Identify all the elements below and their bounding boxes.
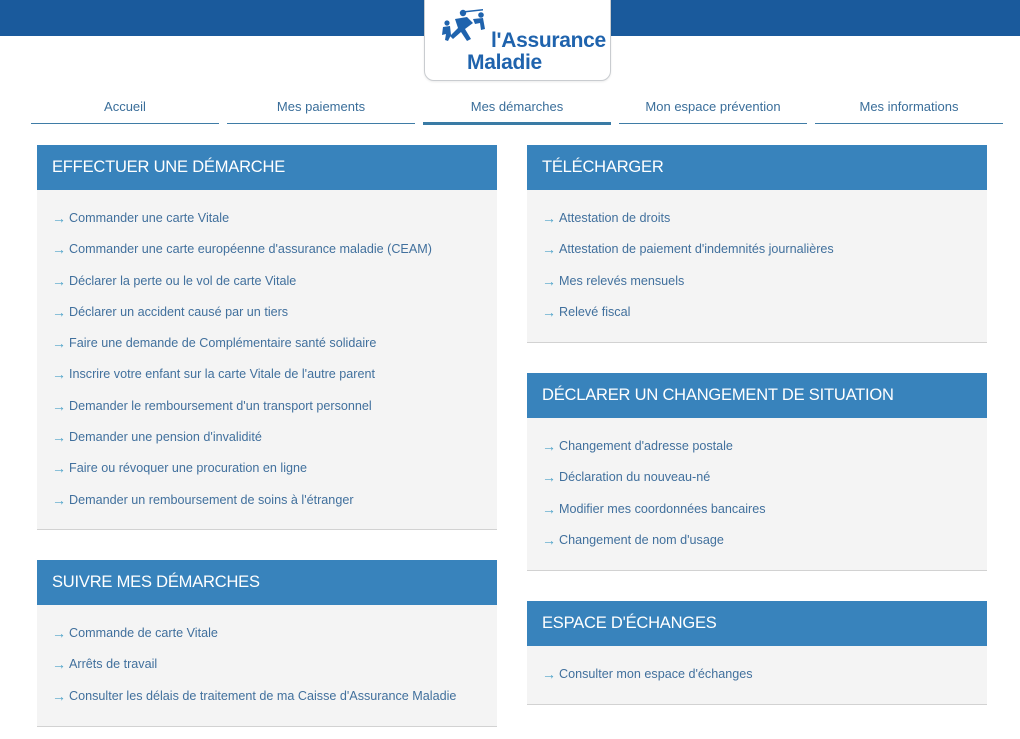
link-label[interactable]: Commander une carte Vitale <box>69 211 230 225</box>
arrow-right-icon: → <box>542 241 556 258</box>
link-label[interactable]: Mes relevés mensuels <box>559 273 685 288</box>
arrow-right-icon: → <box>52 241 66 258</box>
arrow-right-icon: → <box>52 366 66 383</box>
panel-title: SUIVRE MES DÉMARCHES <box>37 560 497 605</box>
link-label[interactable]: Déclarer la perte ou le vol de carte Vitale <box>69 273 297 288</box>
arrow-right-icon: → <box>52 429 66 446</box>
arrow-right-icon: → <box>52 335 66 352</box>
link-label[interactable]: Déclarer un accident causé par un tiers <box>69 304 289 319</box>
link-item[interactable] <box>52 304 497 335</box>
arrow-right-icon: → <box>52 210 66 226</box>
arrow-right-icon: → <box>542 272 556 289</box>
link-list <box>527 418 987 571</box>
main-nav <box>31 93 1003 125</box>
link-label[interactable]: Consulter les délais de traitement de ma Caisse d'Assurance Maladie <box>69 688 457 703</box>
link-label[interactable]: Déclaration du nouveau-né <box>559 470 711 485</box>
panel-espace-echanges <box>527 601 987 705</box>
link-item[interactable] <box>542 469 987 500</box>
link-label[interactable]: Faire ou révoquer une procuration en ligne <box>69 461 308 476</box>
link-label[interactable]: Demander le remboursement d'un transport personnel <box>69 398 372 413</box>
link-label[interactable]: Attestation de droits <box>559 211 671 225</box>
link-label[interactable]: Demander une pension d'invalidité <box>69 430 262 445</box>
link-item[interactable] <box>542 273 987 304</box>
arrow-right-icon: → <box>52 303 66 320</box>
link-item[interactable] <box>542 501 987 532</box>
link-label[interactable]: Changement d'adresse postale <box>559 439 733 453</box>
link-list <box>527 190 987 343</box>
arrow-right-icon: → <box>52 687 66 704</box>
link-item[interactable] <box>542 241 987 272</box>
arrow-right-icon: → <box>542 303 556 320</box>
link-label[interactable]: Demander un remboursement de soins à l'étranger <box>69 492 354 507</box>
link-label[interactable]: Consulter mon espace d'échanges <box>559 667 753 681</box>
link-item[interactable] <box>542 304 987 335</box>
people-emblem-icon <box>437 5 493 47</box>
link-item[interactable] <box>52 460 497 491</box>
panel-title: ESPACE D'ÉCHANGES <box>527 601 987 646</box>
link-list <box>37 605 497 727</box>
arrow-right-icon: → <box>52 625 66 641</box>
link-item[interactable] <box>52 656 497 687</box>
logo-wordmark <box>467 29 606 74</box>
link-item[interactable] <box>52 398 497 429</box>
arrow-right-icon: → <box>542 666 556 682</box>
link-item[interactable] <box>52 335 497 366</box>
panel-declarer-changement <box>527 373 987 571</box>
panel-telecharger <box>527 145 987 343</box>
link-list <box>527 646 987 705</box>
nav-tab-mes-paiements[interactable]: Mes paiements <box>227 93 415 124</box>
link-item[interactable] <box>52 688 497 719</box>
panel-suivre-demarches <box>37 560 497 727</box>
arrow-right-icon: → <box>52 460 66 477</box>
link-item[interactable] <box>52 366 497 397</box>
arrow-right-icon: → <box>542 469 556 486</box>
link-label[interactable]: Inscrire votre enfant sur la carte Vitale de l'autre parent <box>69 367 375 382</box>
link-item[interactable] <box>52 492 497 523</box>
link-item[interactable] <box>542 532 987 563</box>
link-label[interactable]: Modifier mes coordonnées bancaires <box>559 501 766 516</box>
nav-tab-mon-espace-prevention[interactable]: Mon espace prévention <box>619 93 807 124</box>
link-item[interactable] <box>52 241 497 272</box>
link-list <box>37 190 497 531</box>
link-label[interactable]: Changement de nom d'usage <box>559 532 724 547</box>
link-label[interactable]: Commande de carte Vitale <box>69 626 218 640</box>
nav-tab-mes-demarches[interactable]: Mes démarches <box>423 93 611 125</box>
arrow-right-icon: → <box>52 491 66 508</box>
logo-line-2: Maladie <box>467 51 542 74</box>
link-item[interactable] <box>52 625 497 656</box>
panel-title: EFFECTUER UNE DÉMARCHE <box>37 145 497 190</box>
link-label[interactable]: Relevé fiscal <box>559 304 631 319</box>
link-item[interactable] <box>52 210 497 241</box>
link-item[interactable] <box>52 273 497 304</box>
arrow-right-icon: → <box>542 500 556 517</box>
arrow-right-icon: → <box>52 397 66 414</box>
arrow-right-icon: → <box>542 531 556 548</box>
arrow-right-icon: → <box>52 272 66 289</box>
link-label[interactable]: Attestation de paiement d'indemnités journalières <box>559 242 834 257</box>
link-label[interactable]: Commander une carte européenne d'assurance maladie (CEAM) <box>69 242 432 257</box>
link-item[interactable] <box>52 429 497 460</box>
link-item[interactable] <box>542 438 987 469</box>
logo-line-1: l'Assurance <box>491 29 606 52</box>
link-label[interactable]: Arrêts de travail <box>69 657 158 672</box>
panel-title: DÉCLARER UN CHANGEMENT DE SITUATION <box>527 373 987 418</box>
arrow-right-icon: → <box>542 210 556 226</box>
logo[interactable] <box>424 0 611 81</box>
link-label[interactable]: Faire une demande de Complémentaire santé solidaire <box>69 336 377 351</box>
nav-tab-mes-informations[interactable]: Mes informations <box>815 93 1003 124</box>
nav-tab-accueil[interactable]: Accueil <box>31 93 219 124</box>
arrow-right-icon: → <box>52 656 66 673</box>
panel-title: TÉLÉCHARGER <box>527 145 987 190</box>
panel-effectuer-demarche <box>37 145 497 530</box>
link-item[interactable] <box>542 666 987 697</box>
link-item[interactable] <box>542 210 987 241</box>
arrow-right-icon: → <box>542 438 556 454</box>
